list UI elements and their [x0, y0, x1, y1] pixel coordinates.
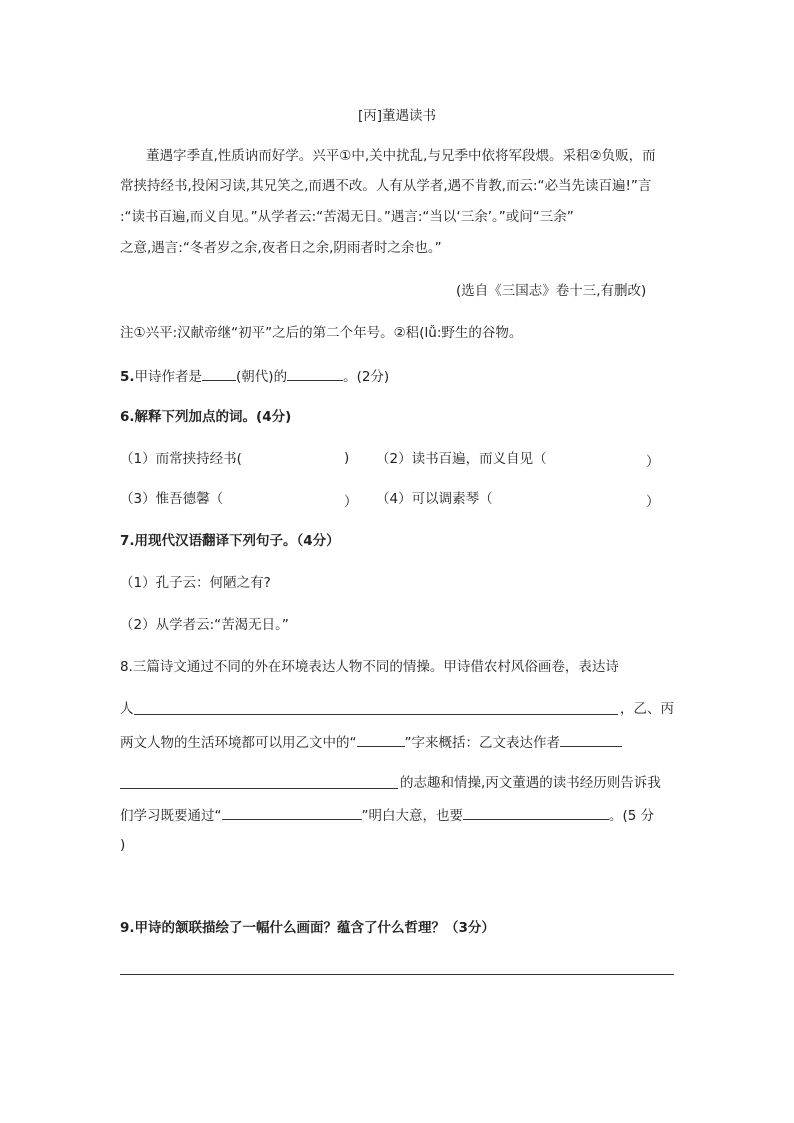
passage-source: (选自《三国志》卷十三,有删改): [456, 283, 647, 299]
q8-line-5-b: ”明白大意，也要: [361, 808, 463, 824]
q6-prompt: 6.解释下列加点的词。(4分): [120, 409, 292, 425]
q8-blank-5[interactable]: [463, 805, 609, 820]
q5-text-b: (朝代)的: [236, 369, 288, 385]
q8-blank-3-continued[interactable]: [120, 788, 398, 789]
q8-line-3-a: 两文人物的生活环境都可以用乙文中的“: [120, 735, 357, 751]
q8-line-3: [120, 732, 622, 752]
q7-item-1: （1）孔子云：何陋之有?: [120, 575, 271, 591]
passage-note: 注①兴平:汉献帝继“初平”之后的第二个年号。②稆(lǚ:野生的谷物。: [120, 325, 523, 341]
q8-blank-2[interactable]: [357, 732, 405, 747]
question-5: [120, 366, 389, 386]
q8-line-1: 8.三篇诗文通过不同的外在环境表达人物不同的情操。甲诗借农村风俗画卷，表达诗: [120, 659, 619, 675]
q7-item-2: （2）从学者云:“苦渴无日。”: [120, 617, 289, 633]
q7-prompt: 7.用现代汉语翻译下列句子。（4分）: [120, 533, 340, 549]
q5-number: 5.: [120, 369, 135, 385]
q8-line-4-end: 的志趣和情操,丙文董遇的读书经历则告诉我: [400, 775, 661, 791]
q8-blank-4[interactable]: [222, 805, 362, 820]
q6-item-4-close: ）: [646, 494, 660, 510]
q5-blank-author[interactable]: [287, 366, 343, 381]
passage-line-2: 常挟持经书,投闲习读,其兄笑之,而遇不改。人有从学者,遇不肯教,而云:“必当先读百遍!”言: [120, 178, 652, 194]
q6-item-1-label: （1）而常挟持经书(: [120, 451, 242, 467]
q5-text-c: 。(2分): [343, 369, 390, 385]
q8-blank-1[interactable]: [134, 714, 618, 715]
q6-item-1-close: ): [344, 450, 350, 466]
q8-line-5-c: 。(5 分: [609, 808, 655, 824]
passage-line-3: :“读书百遍,而义自见。”从学者云:“苦渴无日。”遇言:“当以‘三余’。”或问“三余”: [120, 209, 574, 225]
q9-prompt: 9.甲诗的颔联描绘了一幅什么画面？蕴含了什么哲理？（3分）: [120, 920, 495, 936]
q8-line-5-a: 们学习既要通过“: [120, 808, 222, 824]
q8-line-6: ): [120, 837, 126, 853]
q8-line-3-b: ”字来概括：乙文表达作者: [404, 735, 560, 751]
q8-line-5: [120, 805, 654, 825]
q8-line-2-end: ，乙、丙: [620, 701, 674, 717]
q5-text-a: 甲诗作者是: [134, 369, 203, 385]
q8-blank-3[interactable]: [560, 732, 622, 747]
q6-item-4-label: （4）可以调素琴（: [376, 491, 493, 507]
passage-line-1: 董遇字季直,性质讷而好学。兴平①中,关中扰乱,与兄季中依将军段煨。采稆②负贩，而: [146, 148, 656, 164]
passage-title: [丙]董遇读书: [357, 108, 437, 124]
q8-line-2-start: 人: [120, 701, 134, 717]
q6-item-3-close: ）: [344, 494, 358, 510]
q6-item-2-close: ）: [646, 454, 660, 470]
q6-item-3-label: （3）惟吾德馨（: [120, 491, 224, 507]
q9-answer-line[interactable]: [120, 974, 674, 975]
passage-line-4: 之意,遇言:“冬者岁之余,夜者日之余,阴雨者时之余也。”: [120, 240, 442, 256]
q6-item-2-label: （2）读书百遍，而义自见（: [376, 451, 547, 467]
q5-blank-dynasty[interactable]: [202, 366, 236, 381]
